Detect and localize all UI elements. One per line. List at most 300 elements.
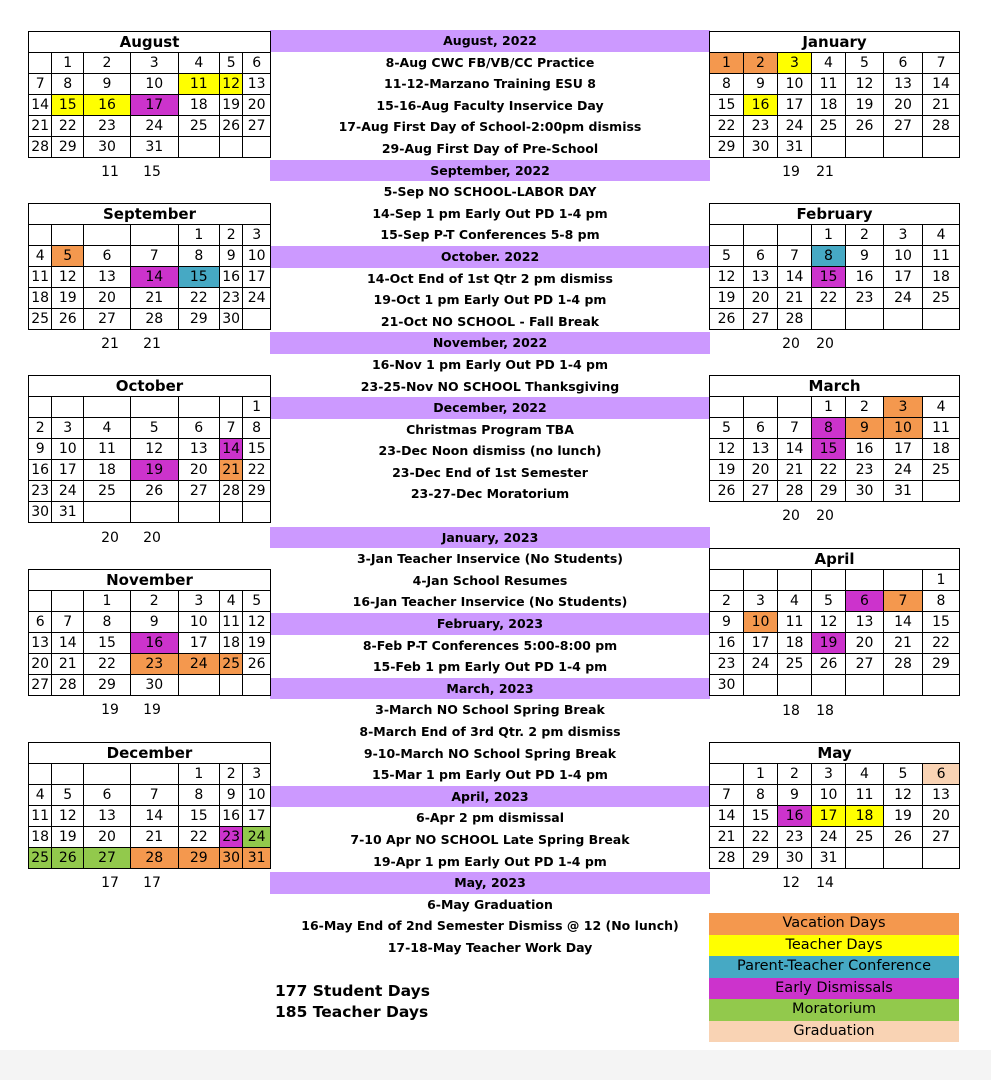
day-cell: 29 bbox=[744, 848, 778, 869]
week-row bbox=[710, 95, 960, 116]
month-table-january bbox=[709, 31, 960, 158]
day-cell: 24 bbox=[884, 288, 923, 309]
day-cell: 20 bbox=[84, 288, 131, 309]
day-cell: 27 bbox=[84, 309, 131, 330]
day-cell: 23 bbox=[219, 288, 242, 309]
day-cell: 24 bbox=[744, 654, 778, 675]
event-item: 23-27-Dec Moratorium bbox=[410, 486, 570, 502]
day-cell: 14 bbox=[130, 806, 178, 827]
day-cell: 25 bbox=[846, 827, 884, 848]
day-cell: 10 bbox=[243, 246, 271, 267]
day-cell: 2 bbox=[84, 53, 131, 74]
day-cell: 24 bbox=[778, 116, 812, 137]
day-cell: 13 bbox=[243, 74, 271, 95]
day-cell: 8 bbox=[178, 785, 219, 806]
empty-cell bbox=[84, 225, 131, 246]
day-cell: 30 bbox=[84, 137, 131, 158]
event-item: 3-March NO School Spring Break bbox=[375, 702, 605, 718]
day-cell: 15 bbox=[710, 95, 744, 116]
day-cell: 6 bbox=[84, 785, 131, 806]
week-row bbox=[710, 633, 960, 654]
empty-cell bbox=[884, 570, 923, 591]
empty-cell bbox=[923, 675, 960, 696]
empty-cell bbox=[29, 591, 52, 612]
day-cell: 6 bbox=[178, 418, 219, 439]
day-cell: 25 bbox=[778, 654, 812, 675]
empty-cell bbox=[884, 848, 923, 869]
day-cell: 3 bbox=[778, 53, 812, 74]
day-cell: 3 bbox=[178, 591, 219, 612]
student-day-count: 12 bbox=[782, 875, 800, 891]
day-cell: 21 bbox=[778, 460, 812, 481]
day-cell: 11 bbox=[778, 612, 812, 633]
day-cell: 26 bbox=[710, 481, 744, 502]
empty-cell bbox=[84, 397, 131, 418]
day-cell: 18 bbox=[923, 439, 960, 460]
day-cell: 27 bbox=[923, 827, 960, 848]
student-day-count: 20 bbox=[782, 336, 800, 352]
week-row bbox=[710, 785, 960, 806]
legend-item-teacher: Teacher Days bbox=[709, 935, 959, 957]
day-cell: 1 bbox=[178, 764, 219, 785]
event-month-header: March, 2023 bbox=[270, 678, 710, 700]
day-cell: 11 bbox=[812, 74, 846, 95]
day-cell: 3 bbox=[243, 225, 271, 246]
empty-cell bbox=[178, 502, 219, 523]
empty-cell bbox=[219, 397, 242, 418]
event-item: 15-16-Aug Faculty Inservice Day bbox=[376, 97, 604, 113]
teacher-day-count: 20 bbox=[143, 529, 161, 546]
teacher-day-count: 21 bbox=[816, 164, 834, 180]
week-row bbox=[29, 74, 271, 95]
day-cell: 9 bbox=[846, 418, 884, 439]
day-cell: 24 bbox=[812, 827, 846, 848]
empty-cell bbox=[29, 53, 52, 74]
day-cell: 14 bbox=[219, 439, 242, 460]
day-cell: 25 bbox=[178, 116, 219, 137]
day-cell: 26 bbox=[52, 848, 84, 869]
week-row bbox=[710, 288, 960, 309]
day-cell: 24 bbox=[178, 654, 219, 675]
event-item: 15-Feb 1 pm Early Out PD 1-4 pm bbox=[372, 659, 608, 675]
empty-cell bbox=[812, 675, 846, 696]
day-cell: 28 bbox=[52, 675, 84, 696]
month-name: March bbox=[710, 376, 960, 397]
day-cell: 7 bbox=[923, 53, 960, 74]
week-row bbox=[29, 116, 271, 137]
day-cell: 9 bbox=[846, 246, 884, 267]
day-cell: 2 bbox=[710, 591, 744, 612]
month-table-december bbox=[28, 742, 271, 869]
event-item: 23-Dec End of 1st Semester bbox=[392, 464, 588, 480]
day-cell: 26 bbox=[243, 654, 271, 675]
event-item: 23-25-Nov NO SCHOOL Thanksgiving bbox=[360, 378, 620, 394]
day-cell: 13 bbox=[29, 633, 52, 654]
day-cell: 21 bbox=[52, 654, 84, 675]
week-row bbox=[710, 439, 960, 460]
day-cell: 2 bbox=[846, 397, 884, 418]
day-cell: 21 bbox=[778, 288, 812, 309]
day-cell: 16 bbox=[710, 633, 744, 654]
event-item: 16-May End of 2nd Semester Dismiss @ 12 (No lunch) bbox=[301, 918, 679, 934]
week-row bbox=[29, 633, 271, 654]
day-cell: 29 bbox=[923, 654, 960, 675]
empty-cell bbox=[52, 591, 84, 612]
empty-cell bbox=[884, 309, 923, 330]
day-cell: 4 bbox=[812, 53, 846, 74]
day-cell: 31 bbox=[52, 502, 84, 523]
day-cell: 2 bbox=[130, 591, 178, 612]
day-cell: 23 bbox=[846, 288, 884, 309]
day-cell: 21 bbox=[29, 116, 52, 137]
day-cell: 1 bbox=[178, 225, 219, 246]
day-cell: 8 bbox=[812, 246, 846, 267]
day-cell: 7 bbox=[710, 785, 744, 806]
empty-cell bbox=[884, 675, 923, 696]
student-day-count: 18 bbox=[782, 702, 800, 719]
empty-cell bbox=[243, 309, 271, 330]
week-row bbox=[710, 53, 960, 74]
day-cell: 29 bbox=[84, 675, 131, 696]
event-month-header: May, 2023 bbox=[270, 872, 710, 894]
day-cell: 9 bbox=[744, 74, 778, 95]
day-cell: 11 bbox=[846, 785, 884, 806]
day-cell: 15 bbox=[178, 806, 219, 827]
day-cell: 26 bbox=[220, 116, 243, 137]
day-cell: 12 bbox=[130, 439, 178, 460]
day-cell: 22 bbox=[243, 460, 271, 481]
empty-cell bbox=[29, 397, 52, 418]
day-cell: 22 bbox=[178, 288, 219, 309]
day-cell: 14 bbox=[52, 633, 84, 654]
empty-cell bbox=[744, 675, 778, 696]
event-month-header: October. 2022 bbox=[270, 246, 710, 268]
day-cell: 1 bbox=[923, 570, 960, 591]
month-name: November bbox=[29, 570, 271, 591]
week-row bbox=[29, 288, 271, 309]
day-cell: 7 bbox=[884, 591, 923, 612]
month-table-october bbox=[28, 375, 271, 523]
day-cell: 2 bbox=[220, 764, 243, 785]
week-row bbox=[710, 764, 960, 785]
day-cell: 16 bbox=[219, 267, 242, 288]
day-cell: 10 bbox=[52, 439, 84, 460]
day-count-row bbox=[709, 336, 959, 354]
empty-cell bbox=[178, 137, 219, 158]
day-cell: 5 bbox=[884, 764, 923, 785]
day-cell: 19 bbox=[52, 827, 84, 848]
week-row bbox=[29, 827, 271, 848]
day-cell: 23 bbox=[710, 654, 744, 675]
day-cell: 20 bbox=[744, 460, 778, 481]
day-cell: 4 bbox=[923, 397, 960, 418]
day-cell: 12 bbox=[884, 785, 923, 806]
week-row bbox=[29, 675, 271, 696]
day-cell: 11 bbox=[923, 418, 960, 439]
week-row bbox=[29, 95, 271, 116]
day-cell: 26 bbox=[130, 481, 178, 502]
day-cell: 5 bbox=[130, 418, 178, 439]
day-cell: 4 bbox=[84, 418, 131, 439]
empty-cell bbox=[52, 764, 84, 785]
day-cell: 30 bbox=[846, 481, 884, 502]
day-cell: 15 bbox=[84, 633, 131, 654]
day-cell: 8 bbox=[744, 785, 778, 806]
day-cell: 18 bbox=[219, 633, 242, 654]
empty-cell bbox=[130, 764, 178, 785]
empty-cell bbox=[778, 570, 812, 591]
student-day-count: 17 bbox=[101, 875, 119, 891]
empty-cell bbox=[923, 481, 960, 502]
day-cell: 24 bbox=[52, 481, 84, 502]
teacher-day-count: 14 bbox=[816, 875, 834, 891]
day-cell: 14 bbox=[778, 267, 812, 288]
day-cell: 18 bbox=[923, 267, 960, 288]
week-row bbox=[710, 309, 960, 330]
month-table-august bbox=[28, 31, 271, 158]
empty-cell bbox=[744, 570, 778, 591]
day-cell: 27 bbox=[744, 309, 778, 330]
empty-cell bbox=[923, 137, 960, 158]
day-cell: 1 bbox=[812, 397, 846, 418]
day-cell: 25 bbox=[812, 116, 846, 137]
day-cell: 12 bbox=[710, 439, 744, 460]
day-cell: 7 bbox=[778, 418, 812, 439]
day-cell: 31 bbox=[130, 137, 178, 158]
day-cell: 11 bbox=[29, 806, 52, 827]
day-cell: 25 bbox=[219, 654, 242, 675]
day-cell: 23 bbox=[220, 827, 243, 848]
day-cell: 1 bbox=[744, 764, 778, 785]
week-row bbox=[710, 397, 960, 418]
week-row bbox=[710, 806, 960, 827]
day-cell: 1 bbox=[52, 53, 84, 74]
day-cell: 5 bbox=[243, 591, 271, 612]
legend-item-early: Early Dismissals bbox=[709, 978, 959, 1000]
day-cell: 16 bbox=[846, 439, 884, 460]
day-cell: 16 bbox=[130, 633, 178, 654]
day-cell: 20 bbox=[243, 95, 271, 116]
day-cell: 7 bbox=[778, 246, 812, 267]
day-cell: 1 bbox=[84, 591, 131, 612]
day-cell: 10 bbox=[130, 74, 178, 95]
week-row bbox=[710, 612, 960, 633]
event-item: 8-Aug CWC FB/VB/CC Practice bbox=[385, 54, 595, 70]
day-cell: 16 bbox=[744, 95, 778, 116]
week-row bbox=[29, 53, 271, 74]
day-cell: 6 bbox=[29, 612, 52, 633]
week-row bbox=[710, 675, 960, 696]
day-cell: 31 bbox=[812, 848, 846, 869]
day-cell: 10 bbox=[243, 785, 271, 806]
event-item: 17-18-May Teacher Work Day bbox=[387, 939, 593, 955]
day-cell: 2 bbox=[846, 225, 884, 246]
day-cell: 19 bbox=[52, 288, 84, 309]
day-cell: 16 bbox=[84, 95, 131, 116]
month-table-november bbox=[28, 569, 271, 696]
day-cell: 23 bbox=[29, 481, 52, 502]
day-cell: 14 bbox=[29, 95, 52, 116]
empty-cell bbox=[744, 225, 778, 246]
day-cell: 22 bbox=[812, 288, 846, 309]
day-cell: 3 bbox=[884, 397, 923, 418]
week-row bbox=[710, 481, 960, 502]
day-cell: 17 bbox=[52, 460, 84, 481]
empty-cell bbox=[812, 137, 846, 158]
day-cell: 21 bbox=[884, 633, 923, 654]
day-cell: 13 bbox=[923, 785, 960, 806]
week-row bbox=[710, 267, 960, 288]
day-cell: 10 bbox=[884, 246, 923, 267]
empty-cell bbox=[710, 570, 744, 591]
day-cell: 10 bbox=[778, 74, 812, 95]
empty-cell bbox=[744, 397, 778, 418]
day-cell: 17 bbox=[178, 633, 219, 654]
week-row bbox=[29, 137, 271, 158]
day-cell: 20 bbox=[744, 288, 778, 309]
day-cell: 8 bbox=[178, 246, 219, 267]
week-row bbox=[29, 591, 271, 612]
day-cell: 22 bbox=[178, 827, 219, 848]
day-cell: 17 bbox=[812, 806, 846, 827]
event-item: 16-Nov 1 pm Early Out PD 1-4 pm bbox=[371, 356, 609, 372]
event-item: 4-Jan School Resumes bbox=[412, 572, 568, 588]
day-cell: 7 bbox=[130, 785, 178, 806]
empty-cell bbox=[846, 675, 884, 696]
day-cell: 8 bbox=[52, 74, 84, 95]
day-cell: 18 bbox=[178, 95, 219, 116]
day-cell: 5 bbox=[220, 53, 243, 74]
day-cell: 31 bbox=[778, 137, 812, 158]
empty-cell bbox=[29, 764, 52, 785]
event-month-header: September, 2022 bbox=[270, 160, 710, 182]
month-name: May bbox=[710, 743, 960, 764]
day-cell: 17 bbox=[243, 267, 271, 288]
event-item: 11-12-Marzano Training ESU 8 bbox=[384, 76, 596, 92]
event-item: Christmas Program TBA bbox=[406, 421, 574, 437]
event-item: 3-Jan Teacher Inservice (No Students) bbox=[356, 551, 624, 567]
day-cell: 7 bbox=[130, 246, 178, 267]
day-cell: 4 bbox=[219, 591, 242, 612]
day-cell: 6 bbox=[884, 53, 923, 74]
day-cell: 15 bbox=[52, 95, 84, 116]
day-cell: 17 bbox=[744, 633, 778, 654]
day-cell: 17 bbox=[130, 95, 178, 116]
day-cell: 3 bbox=[243, 764, 271, 785]
empty-cell bbox=[29, 225, 52, 246]
day-cell: 4 bbox=[778, 591, 812, 612]
day-cell: 13 bbox=[744, 439, 778, 460]
student-day-count: 19 bbox=[782, 164, 800, 180]
teacher-day-count: 19 bbox=[143, 702, 161, 718]
month-name: December bbox=[29, 743, 271, 764]
month-name: October bbox=[29, 376, 271, 397]
month-table-april bbox=[709, 548, 960, 696]
day-cell: 20 bbox=[29, 654, 52, 675]
day-cell: 26 bbox=[812, 654, 846, 675]
day-cell: 28 bbox=[778, 481, 812, 502]
day-cell: 18 bbox=[778, 633, 812, 654]
day-cell: 3 bbox=[812, 764, 846, 785]
day-count-row bbox=[709, 703, 959, 721]
day-cell: 28 bbox=[29, 137, 52, 158]
week-row bbox=[710, 827, 960, 848]
empty-cell bbox=[778, 675, 812, 696]
event-item: 23-Dec Noon dismiss (no lunch) bbox=[378, 443, 602, 459]
empty-cell bbox=[846, 137, 884, 158]
day-cell: 6 bbox=[846, 591, 884, 612]
week-row bbox=[710, 654, 960, 675]
event-month-header: April, 2023 bbox=[270, 786, 710, 808]
event-item: 6-May Graduation bbox=[427, 896, 553, 912]
day-cell: 26 bbox=[710, 309, 744, 330]
day-cell: 10 bbox=[178, 612, 219, 633]
event-month-header: August, 2022 bbox=[270, 30, 710, 52]
day-cell: 11 bbox=[219, 612, 242, 633]
day-cell: 28 bbox=[778, 309, 812, 330]
event-item: 19-Oct 1 pm Early Out PD 1-4 pm bbox=[373, 292, 607, 308]
day-cell: 13 bbox=[84, 806, 131, 827]
day-cell: 15 bbox=[812, 439, 846, 460]
week-row bbox=[29, 309, 271, 330]
day-cell: 12 bbox=[52, 267, 84, 288]
day-cell: 17 bbox=[778, 95, 812, 116]
day-cell: 30 bbox=[220, 848, 243, 869]
day-count-row bbox=[28, 875, 271, 893]
day-cell: 15 bbox=[243, 439, 271, 460]
week-row bbox=[710, 848, 960, 869]
week-row bbox=[710, 246, 960, 267]
day-cell: 9 bbox=[778, 785, 812, 806]
day-count-row bbox=[28, 164, 271, 182]
week-row bbox=[29, 785, 271, 806]
day-cell: 23 bbox=[744, 116, 778, 137]
teacher-day-count: 15 bbox=[143, 164, 161, 180]
event-item: 6-Apr 2 pm dismissal bbox=[416, 810, 564, 826]
day-cell: 27 bbox=[744, 481, 778, 502]
day-cell: 22 bbox=[52, 116, 84, 137]
event-month-header: January, 2023 bbox=[270, 527, 710, 549]
student-day-count: 20 bbox=[782, 508, 800, 524]
day-cell: 5 bbox=[846, 53, 884, 74]
day-cell: 22 bbox=[923, 633, 960, 654]
student-day-count: 19 bbox=[101, 702, 119, 718]
day-cell: 29 bbox=[812, 481, 846, 502]
empty-cell bbox=[243, 675, 271, 696]
day-cell: 13 bbox=[744, 267, 778, 288]
day-cell: 27 bbox=[884, 116, 923, 137]
day-cell: 9 bbox=[130, 612, 178, 633]
empty-cell bbox=[884, 137, 923, 158]
day-cell: 23 bbox=[778, 827, 812, 848]
month-table-september bbox=[28, 203, 271, 330]
day-cell: 30 bbox=[744, 137, 778, 158]
legend-item-ptc: Parent-Teacher Conference bbox=[709, 956, 959, 978]
day-cell: 5 bbox=[52, 785, 84, 806]
week-row bbox=[29, 397, 271, 418]
event-item: 8-Feb P-T Conferences 5:00-8:00 pm bbox=[362, 637, 618, 653]
day-cell: 27 bbox=[846, 654, 884, 675]
week-row bbox=[29, 502, 271, 523]
day-cell: 17 bbox=[884, 267, 923, 288]
day-cell: 27 bbox=[243, 116, 271, 137]
day-cell: 11 bbox=[84, 439, 131, 460]
day-cell: 8 bbox=[84, 612, 131, 633]
day-cell: 19 bbox=[243, 633, 271, 654]
day-cell: 4 bbox=[29, 246, 52, 267]
day-cell: 1 bbox=[812, 225, 846, 246]
day-cell: 5 bbox=[710, 418, 744, 439]
